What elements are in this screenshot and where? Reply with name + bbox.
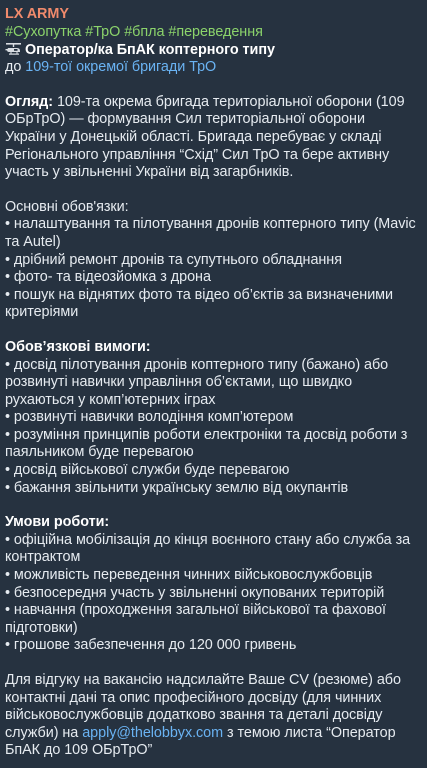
apply-text-after: з темою листа “Оператор БпАК до 109 ОБрТрО” (5, 724, 396, 759)
requirements-item: • досвід пілотування дронів коптерного типу (бажано) або розвинуті навички управління об’єктами, що швидко рухаються у комп’ютерних іграх (5, 356, 389, 408)
unit-link[interactable]: 109-тої окремої бригади ТрО (25, 59, 217, 76)
overview-text: 109-та окрема бригада територіальної оборони (109 ОБрТрО) — формування Сил територіальної оборони України у Донецькій області. Бригада перебуває у складі Регіонального управління “Схід” Сил ТрО та бере активну участь у звільненні України від загарбників. (5, 93, 405, 181)
unit-prefix: до (5, 59, 26, 76)
conditions-item: • навчання (проходження загальної військової та фахової підготовки) (5, 602, 386, 636)
requirements-item: • досвід військової служби буде перевагою (5, 462, 290, 479)
conditions-heading: Умови роботи: (5, 514, 110, 531)
spacer (5, 322, 419, 339)
spacer (5, 497, 419, 514)
apply-text-before: Для відгуку на вакансію надсилайте Ваше CV (резюме) або контактні дані та опис професійного досвіду (для чинних військовослужбовців додатково звання та деталі досвіду служби) на (5, 672, 401, 741)
sender-name[interactable]: LX ARMY (5, 6, 69, 22)
conditions-item: • грошове забезпечення до 120 000 гривень (5, 637, 297, 654)
helicopter-drone-icon (5, 42, 22, 56)
overview-paragraph (5, 94, 419, 182)
conditions-item: • безпосередня участь у звільненні окупованих територій (5, 584, 385, 601)
spacer (5, 655, 419, 672)
duties-item: • налаштування та пілотування дронів коптерного типу (Mavic та Autel) (5, 216, 416, 250)
apply-paragraph (5, 672, 419, 760)
title-row (5, 42, 419, 60)
requirements-heading: Обов’язкові вимоги: (5, 338, 151, 355)
hashtag-bpla[interactable]: #бпла (124, 24, 165, 40)
hashtag-line (5, 24, 419, 42)
duties-heading: Основні обов'язки: (5, 198, 129, 215)
duties-item: • фото- та відеозйомка з дрона (5, 269, 211, 286)
conditions-item: • можливість переведення чинних військовослужбовців (5, 567, 373, 584)
conditions-item: • офіційна мобілізація до кінця воєнного стану або служба за контрактом (5, 531, 411, 566)
requirements-item: • бажання звільнити українську землю від окупантів (5, 479, 349, 496)
spacer (5, 182, 419, 199)
hashtag-perevedennia[interactable]: #переведення (168, 24, 263, 40)
vacancy-title: Оператор/ка БпАК коптерного типу (25, 41, 275, 58)
unit-line (5, 59, 419, 77)
requirements-item: • розвинуті навички володіння комп’ютером (5, 409, 294, 426)
hashtag-sukhoputka[interactable]: #Сухопутка (5, 24, 82, 40)
hashtag-tro[interactable]: #ТрО (85, 24, 121, 40)
duties-item: • пошук на віднятих фото та відео об’єктів за визначеними критеріями (5, 286, 394, 321)
apply-email-link[interactable]: apply@thelobbyx.com (82, 724, 224, 741)
duties-item: • дрібний ремонт дронів та супутнього обладнання (5, 251, 342, 268)
spacer (5, 77, 419, 94)
overview-label: Огляд: (5, 93, 53, 110)
requirements-item: • розуміння принципів роботи електроніки та досвід роботи з паяльником буде перевагою (5, 426, 408, 461)
